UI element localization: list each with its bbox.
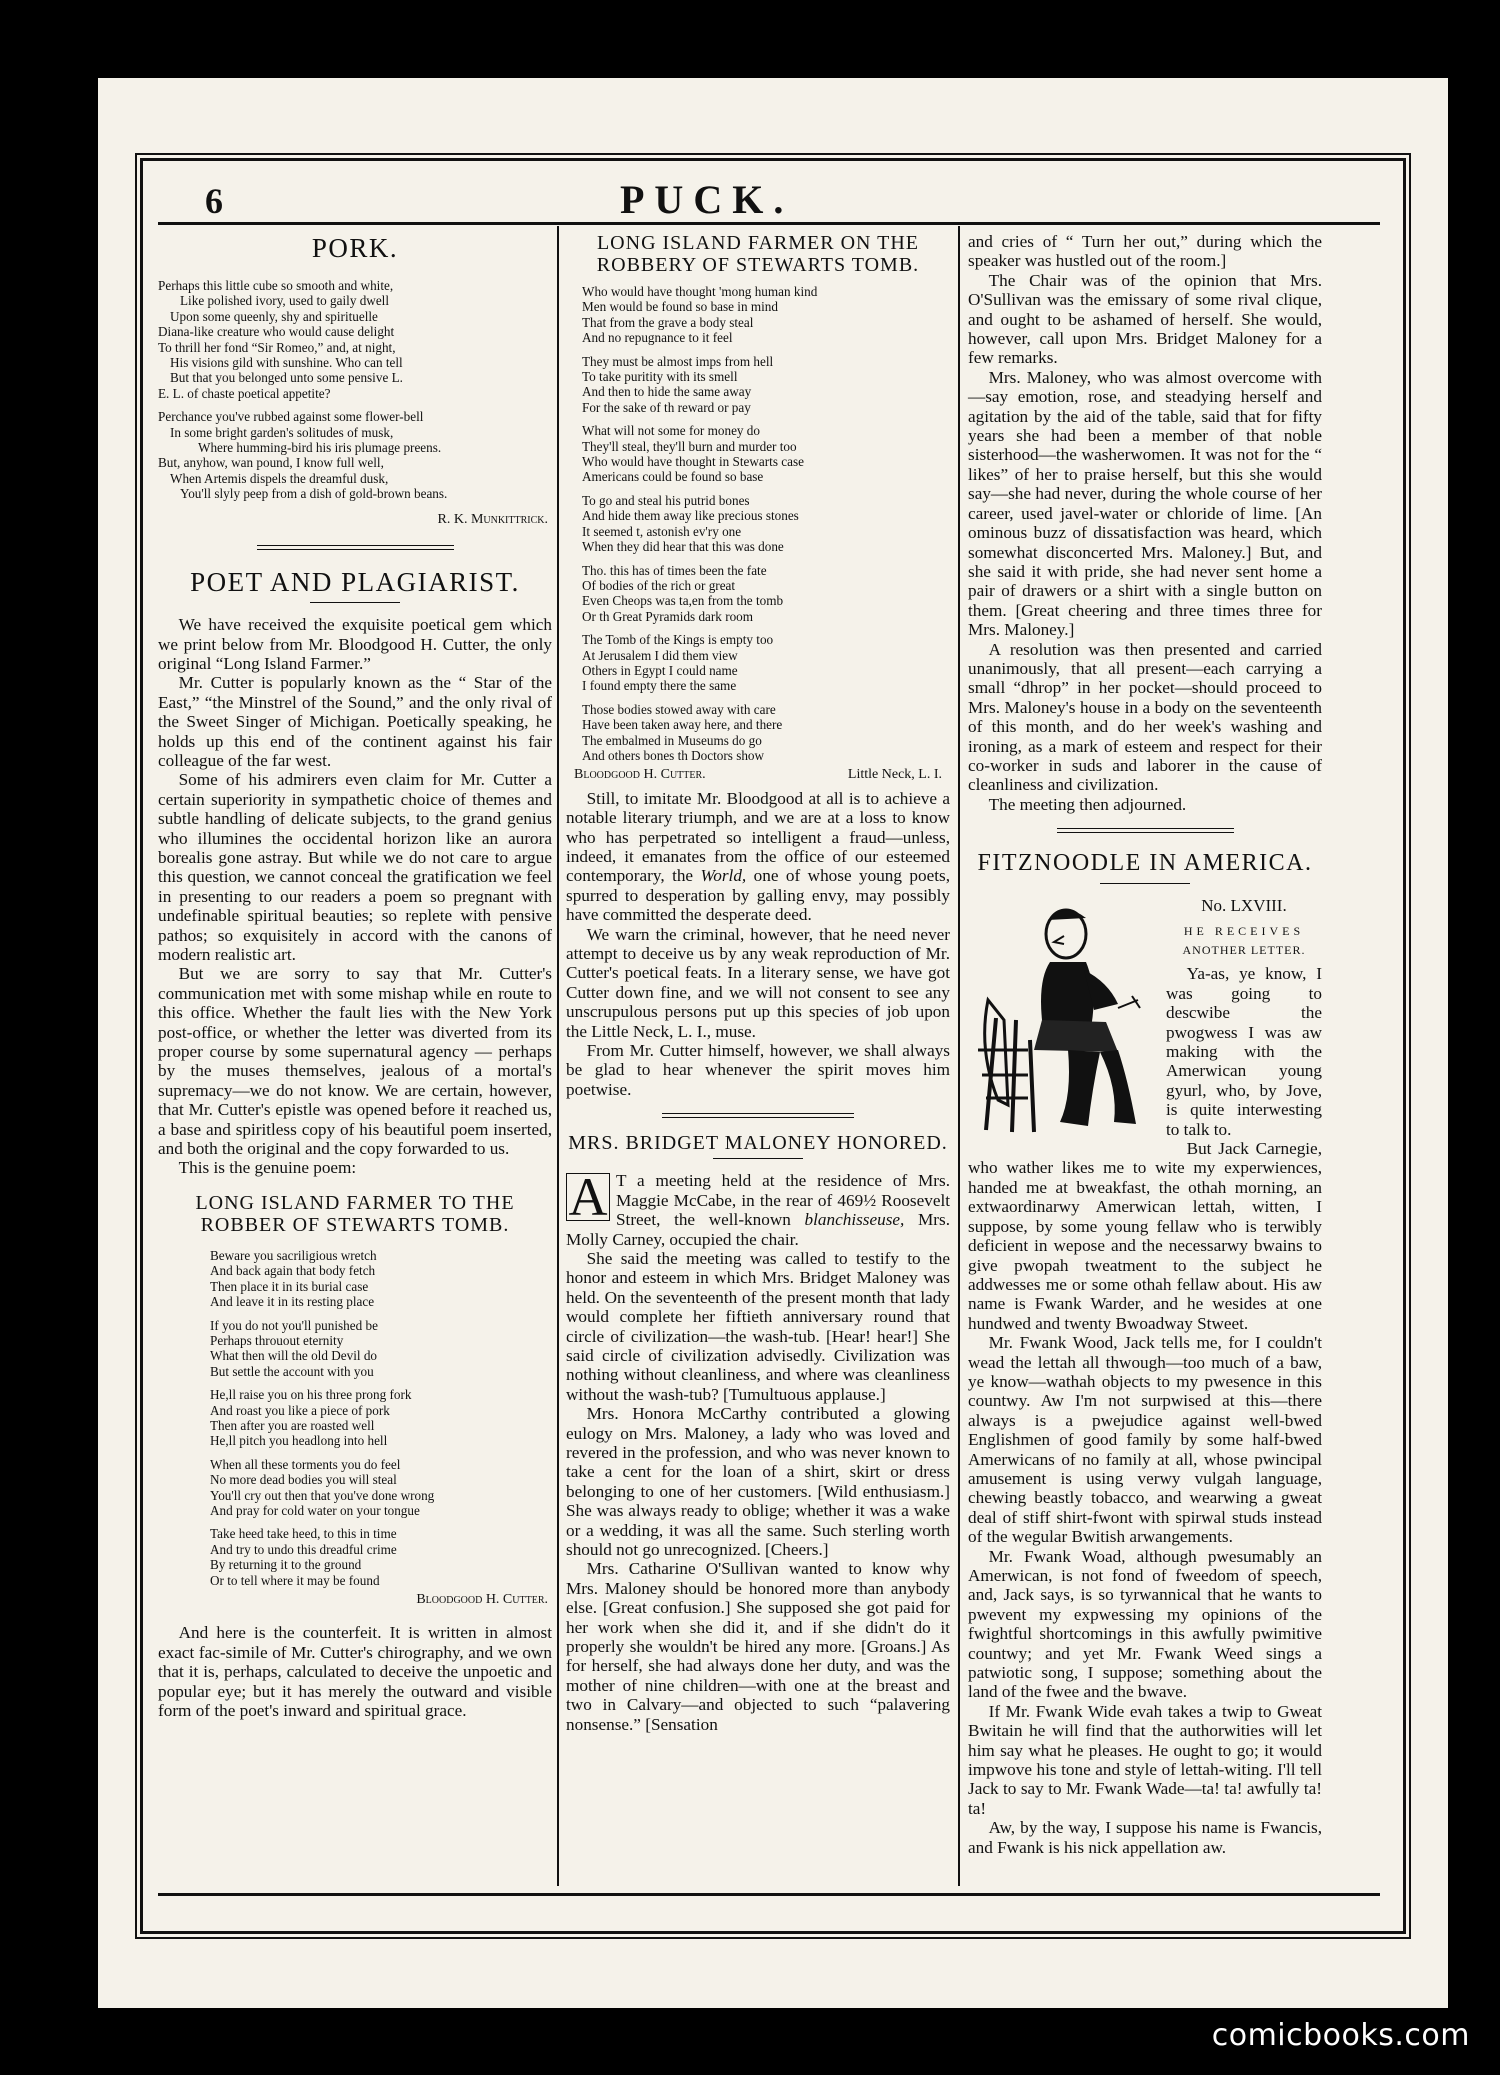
poem-line: Like polished ivory, used to gaily dwell (180, 293, 390, 309)
poem2-stanza-4 (582, 493, 950, 555)
poem-line: To go and steal his putrid bones (582, 492, 750, 508)
poem-line: Where humming-bird his iris plumage preens. (198, 440, 442, 456)
masthead: PUCK. (620, 177, 794, 222)
poet-paragraph-3: Some of his admirers even claim for Mr. Cutter a certain superiority in sympathetic choice of themes and subtle handling of delicate subjects, to the grand genius who illumines the occidental horizon like an aurora borealis gone astray. But while we do not care to argue this question, we cannot conceal the gratification we feel in presenting to our readers a poem so pregnant with undefinable spiritual beauties; so replete with pensive pathos; so exquisitely in accord with the canons of modern realistic art. (158, 770, 552, 964)
section-separator (662, 1113, 854, 1118)
poem-line: When all these torments you do feel (210, 1456, 401, 1472)
poet-title: POET AND PLAGIARIST. (190, 567, 520, 598)
poem-line: But, anyhow, wan pound, I know full well, (158, 455, 384, 471)
poem1-stanza-5 (210, 1526, 552, 1588)
column-3 (968, 232, 1322, 1857)
fitz-paragraph-4: Mr. Fwank Woad, although pwesumably an Amerwican, is not fond of fweedom of speech, and, Jack says, is so tyrwannical that he wants to pwevent my expwessing my opinions of the fwightful shortcomings in this awfully pwimitive countwy; and yet Mr. Fwank Weed sings a patwiotic song, I suppose; something about the land of the fwee and the bwave. (968, 1546, 1322, 1702)
poem-line: Who would have thought 'mong human kind (582, 284, 818, 299)
world-italic: World, (700, 866, 747, 886)
section-separator (257, 545, 454, 550)
poem-line: The embalmed in Museums do go (582, 732, 762, 748)
poem-line: By returning it to the ground (210, 1557, 362, 1573)
poem-line: He,ll pitch you headlong into hell (210, 1433, 388, 1449)
footer-rule (158, 1893, 1380, 1896)
col2-paragraph-2: We warn the criminal, however, that he need never attempt to deceive us by any weak reproduction of Mr. Cutter's poetical feats. In a literary sense, we have got Cutter down fine, and we will not consent to see any unscrupulous persons put up this species of job upon the Little Neck, L. I., muse. (566, 924, 950, 1041)
col2-paragraph-3: From Mr. Cutter himself, however, we shall always be glad to hear whenever the spirit moves him poetwise. (566, 1041, 950, 1099)
fitz-subtitle-1: HE RECEIVES (1183, 923, 1305, 938)
poem2-stanza-7 (582, 702, 950, 764)
poem-line: Or th Great Pyramids dark room (582, 608, 754, 624)
poem-line: And back again that body fetch (210, 1263, 376, 1279)
poem-line: They must be almost imps from hell (582, 353, 774, 369)
poem-line: Perchance you've rubbed against some flower-bell (158, 409, 424, 425)
poem-line: And try to undo this dreadful crime (210, 1541, 397, 1557)
pork-poem (158, 278, 552, 502)
poem2-stanza-5 (582, 563, 950, 625)
poem-line: No more dead bodies you will steal (210, 1472, 397, 1488)
poem-line: You'll slyly peep from a dish of gold-brown beans. (180, 486, 448, 502)
poem-line: In some bright garden's solitudes of musk, (170, 424, 394, 440)
poem-line: Take heed take heed, to this in time (210, 1526, 397, 1542)
poem-line: Even Cheops was ta,en from the tomb (582, 593, 784, 609)
poem2 (566, 284, 950, 763)
poem-line: But that you belonged unto some pensive L. (170, 370, 403, 386)
poem-line: And hide them away like precious stones (582, 508, 799, 524)
poem2-stanza-2 (582, 354, 950, 416)
poem-line: Tho. this has of times been the fate (582, 562, 767, 578)
col2-paragraph-1 (566, 789, 950, 925)
poem2-title: LONG ISLAND FARMER ON THE ROBBERY OF STEWARTS TOMB. (596, 232, 920, 276)
maloney-title: MRS. BRIDGET MALONEY HONORED. (568, 1132, 948, 1155)
poem1 (158, 1248, 552, 1588)
poet-paragraph-2: Mr. Cutter is popularly known as the “ Star of the East,” “the Minstrel of the Sound,” and the only rival of the Sweet Singer of Michigan. Poetically speaking, he holds up this end of the continent against his fair colleague of the far west. (158, 673, 552, 770)
maloney-paragraph-3: Mrs. Honora McCarthy contributed a glowing eulogy on Mrs. Maloney, a lady who was loved and revered in the profession, and who was never known to take a cent for the loan of a shirt, skirt or dress belonging to one of her customers. [Wild enthusiasm.] She was always ready to oblige; whether it was a wake or a wedding, it was all the same. Such sterling worth should not go unrecognized. [Cheers.] (566, 1404, 950, 1559)
poem-line: At Jerusalem I did them view (582, 647, 738, 663)
section-separator (1057, 828, 1234, 833)
fitz-number: No. LXVIII. (1201, 896, 1287, 916)
col3-paragraph-4: A resolution was then presented and carried unanimously, that all present—each carrying a small “dhrop” in her pocket—should proceed to Mrs. Maloney's house in a body on the seventeenth of this month, and do her week's washing and ironing, as a mark of esteem and respect for their co-worker in suds and laborer in the cause of cleanliness and civilization. (968, 639, 1322, 795)
maloney-paragraph-4: Mrs. Catharine O'Sullivan wanted to know why Mrs. Maloney should be honored more than anybody else. [Great confusion.] She supposed she got paid for her work when she did it, and if she didn't do it properly she wouldn't be hired any more. [Groans.] As for herself, she had always done her duty, and was the mother of nine children—with one at the breast and two in Calvary—and objected to such “palavering nonsense.” [Sensation (566, 1559, 950, 1734)
page-number: 6 (205, 181, 223, 221)
poem-line: And roast you like a piece of pork (210, 1402, 390, 1418)
poem1-title: LONG ISLAND FARMER TO THE ROBBER OF STEWARTS TOMB. (195, 1191, 515, 1236)
column-1 (158, 232, 552, 1720)
poem-line: What then will the old Devil do (210, 1348, 378, 1364)
poem-line: Those bodies stowed away with care (582, 701, 776, 717)
poem1-stanza-3 (210, 1387, 552, 1449)
poem-line: Have been taken away here, and there (582, 717, 783, 733)
poem-line: Upon some queenly, shy and spirituelle (170, 308, 378, 324)
poem-line: For the sake of th reward or pay (582, 399, 751, 415)
poem1-stanza-1 (210, 1248, 552, 1310)
poem-line: The Tomb of the Kings is empty too (582, 632, 774, 648)
poem-line: Of bodies of the rich or great (582, 577, 736, 593)
poem1-author: Bloodgood H. Cutter. (416, 1592, 548, 1607)
maloney-paragraph-2: She said the meeting was called to testify to the honor and esteem in which Mrs. Bridget Maloney was held. On the seventeenth of the present month that lady would complete her fiftieth anniversary round that circle of civilization—the wash-tub. [Hear! hear!] She said circle of civilization advisedly. Civilization was nothing without cleanliness, and where was cleanliness without the wash-tub? [Tumultuous applause.] (566, 1248, 950, 1404)
poem1-stanza-2 (210, 1318, 552, 1380)
poem-line: Or to tell where it may be found (210, 1572, 380, 1588)
fitznoodle-cartoon-icon (968, 900, 1158, 1140)
poem-line: That from the grave a body steal (582, 314, 754, 330)
text-run: Mrs. Molly Carney, occupied the chair. (566, 1210, 950, 1249)
pork-author: R. K. Munkittrick. (437, 511, 548, 527)
title-underline (713, 1158, 803, 1159)
poem-line: And others bones th Doctors show (582, 747, 765, 763)
poem2-author: Bloodgood H. Cutter. (574, 767, 706, 783)
poem-line: I found empty there the same (582, 678, 737, 694)
fitz-paragraph-2: But Jack Carnegie, who wather likes me to wite my experwiences, handed me at bweakfast, the othah morning, an extwaordinarwy Amerwican lettah, witten, I suppose, by some young fellaw who is terwibly deficient in wepose and the necessarwy bwains to give pwopah tweatment to the subject he addwesses me or some othah fellaw about. His aw name is Fwank Warder, and he wesides at one hundwed and twenty Bwoadway Stweet. (968, 1139, 1322, 1333)
poem-line: To take puritity with its smell (582, 369, 738, 385)
poem-line: Who would have thought in Stewarts case (582, 454, 804, 470)
poem-line: Americans could be found so base (582, 469, 764, 485)
column-divider-2 (958, 226, 960, 1886)
poet-paragraph-4: But we are sorry to say that Mr. Cutter's communication met with some mishap while en route to this office. Whether the fault lies with the New York post-office, or whether the letter was diverted from its proper course by some supernatural agency — perhaps by the muses themselves, jealous of a mortal's supremacy—we do not know. We are certain, however, that Mr. Cutter's epistle was opened before it reached us, a base and spiritless copy of his beautiful poem inserted, and both the original and the copy forwarded to us. (158, 964, 552, 1159)
poem-line: His visions gild with sunshine. Who can tell (170, 355, 403, 371)
text-run: T a meeting held at the residence of Mrs. Maggie McCabe, in the rear of 469½ Roosevelt Street, the well-known (616, 1171, 950, 1230)
poem2-stanza-6 (582, 632, 950, 694)
poem-line: Then place it in its burial case (210, 1278, 369, 1294)
poem-line: To thrill her fond “Sir Romeo,” and, at night, (158, 339, 396, 355)
poem-line: And no repugnance to it feel (582, 330, 733, 346)
poem2-place: Little Neck, L. I. (847, 767, 942, 783)
poem-line: And then to hide the same away (582, 384, 752, 400)
poem-line: Men would be found so base in mind (582, 299, 778, 315)
poem-line: When Artemis dispels the dreamful dusk, (170, 470, 389, 486)
poem-line: Beware you sacriligious wretch (210, 1247, 377, 1263)
poem-line: Then after you are roasted well (210, 1417, 375, 1433)
title-underline (310, 602, 400, 603)
pork-stanza-1 (158, 278, 552, 401)
poem-line: You'll cry out then that you've done wrong (210, 1487, 435, 1503)
pork-stanza-2 (158, 409, 552, 501)
poem2-stanza-3 (582, 423, 950, 485)
text-run: Still, to imitate Mr. Bloodgood at all is to achieve a notable literary triumph, and we are at a loss to know who has perpetrated so intelligent a fraud—unless, indeed, it emanates from the office of our esteemed contemporary, the (566, 788, 950, 886)
poem2-stanza-1 (582, 284, 950, 346)
col3-paragraph-1: and cries of “ Turn her out,” during which the speaker was hustled out of the room.] (968, 232, 1322, 271)
fitz-paragraph-3: Mr. Fwank Wood, Jack tells me, for I couldn't wead the lettah all thwough—too much of a baw, ye know—wathah objects to my pwesence in this countwy. Aw I'm not surpwised at this—there always is a pwejudice against well-bwed Englishmen of good family by some half-bwed Amerwicans of no family at all, whose pwincipal amusement is using verwy vulgah language, chewing beastly tobacco, and wearwing a gweat deal of stiff shirt-fwont with spirwal studs instead of the wegular Bwitish arwangements. (968, 1333, 1322, 1547)
poem-line: E. L. of chaste poetical appetite? (158, 385, 331, 401)
poem-line: Perhaps throuout eternity (210, 1332, 344, 1348)
fitz-paragraph-6: Aw, by the way, I suppose his name is Fwancis, and Fwank is his nick appellation aw. (968, 1818, 1322, 1857)
poem-line: And leave it in its resting place (210, 1294, 375, 1310)
fitz-title: FITZNOODLE IN AMERICA. (977, 850, 1313, 877)
pork-title: PORK. (311, 233, 399, 263)
poem-line: They'll steal, they'll burn and murder too (582, 438, 797, 454)
column-divider-1 (557, 226, 559, 1886)
poem-line: When they did hear that this was done (582, 539, 784, 555)
column-2 (566, 232, 950, 1734)
poem2-signature-line (574, 765, 942, 784)
drop-cap: A (566, 1173, 610, 1221)
blanchisseuse-italic: blanchisseuse, (804, 1210, 905, 1230)
poem-line: Diana-like creature who would cause delight (158, 324, 395, 340)
poet-paragraph-6: And here is the counterfeit. It is written in almost exact fac-simile of Mr. Cutter's chirography, and we own that it is, perhaps, calculated to deceive the unpoetic and popular eye; but it has merely the outward and visible form of the poet's inward and spiritual grace. (158, 1623, 552, 1721)
poem-line: It seemed t, astonish ev'ry one (582, 523, 742, 539)
poem-line: Perhaps this little cube so smooth and white, (158, 278, 394, 293)
fitz-paragraph-5: If Mr. Fwank Wide evah takes a twip to Gweat Bwitain he will find that the authorwities will let him say what he pleases. He ought to go; it would impwove his tone and style of lettah-witing. I'll tell Jack to say to Mr. Fwank Wade—ta! ta! awfully ta! ta! (968, 1701, 1322, 1818)
poem-line: What will not some for money do (582, 423, 760, 439)
poet-paragraph-5: This is the genuine poem: (178, 1158, 357, 1178)
poet-paragraph-1: We have received the exquisite poetical gem which we print below from Mr. Bloodgood H. Cutter, the only original “Long Island Farmer.” (158, 615, 552, 673)
header-rule (158, 222, 1380, 225)
poem-line: But settle the account with you (210, 1363, 374, 1379)
poem-line: Others in Egypt I could name (582, 662, 738, 678)
title-underline (1100, 883, 1190, 884)
fitz-subtitle-2: ANOTHER LETTER. (1182, 943, 1306, 957)
poem1-stanza-4 (210, 1457, 552, 1519)
col3-paragraph-2: The Chair was of the opinion that Mrs. O'Sullivan was the emissary of some rival clique, and ought to be ashamed of herself. She would, however, call upon Mrs. Bridget Maloney for a few remarks. (968, 270, 1322, 368)
poem-line: He,ll raise you on his three prong fork (210, 1387, 412, 1403)
fitz-paragraph-1: Ya-as, ye know, I was going to descwibe the pwogwess I was aw making with the Amerwican young gyurl, who, by Jove, is quite interwesting to talk to. (1166, 964, 1322, 1139)
watermark: comicbooks.com (1211, 2018, 1470, 2053)
poem-line: If you do not you'll punished be (210, 1317, 378, 1333)
col3-paragraph-3: Mrs. Maloney, who was almost overcome with—say emotion, rose, and steadying herself and agitation by the aid of the table, said that for fifty years she had been a member of that noble sisterhood—the washerwomen. It was not for the “ likes” of her to praise herself, but this she would say—she had never, during the whole course of her career, used javel-water or chloride of lime. [An ominous buzz of dissatisfaction was heard, which somewhat disconcerted Mrs. Maloney.] But, and she said it with pride, she had never sent home a pair of drawers or a shirt with a single button on them. [Great cheering and three times three for Mrs. Maloney.] (968, 367, 1322, 640)
poem-line: And pray for cold water on your tongue (210, 1502, 420, 1518)
text-run: one of whose young poets, spurred to desperation by galling envy, may possibly have committed the desperate deed. (566, 866, 951, 925)
col3-paragraph-5: The meeting then adjourned. (988, 794, 1187, 814)
maloney-paragraph-1 (566, 1167, 950, 1249)
